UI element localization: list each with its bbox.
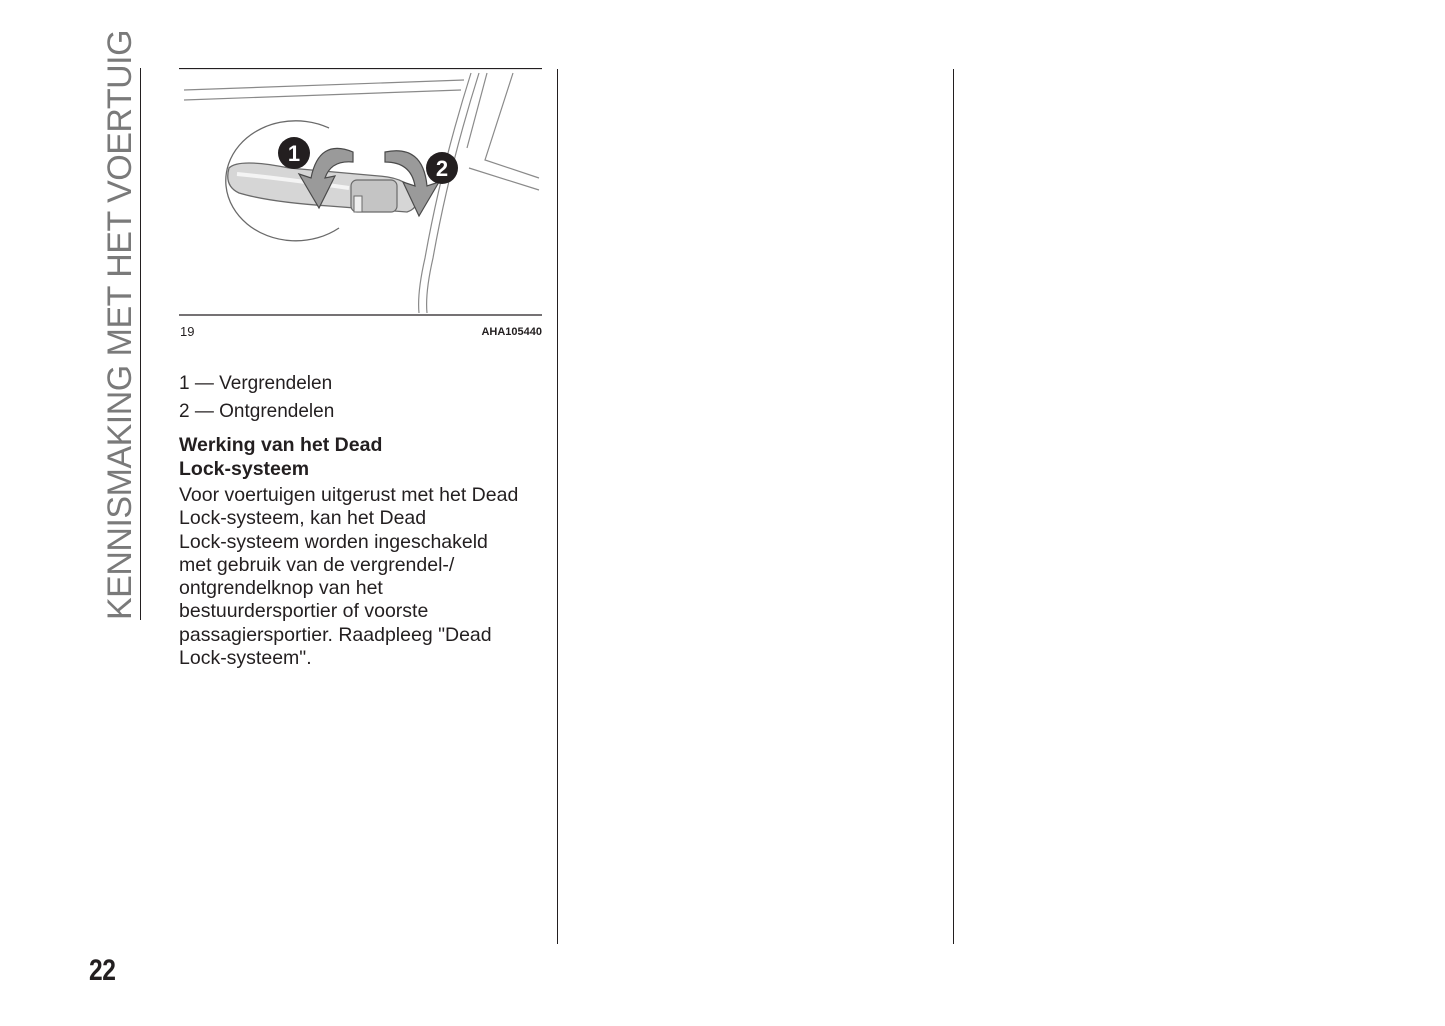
column-divider: [953, 69, 954, 944]
section-title-rule: [140, 68, 141, 620]
paragraph-line: ontgrendelknop van het: [179, 577, 383, 600]
heading-line: Werking van het Dead: [179, 434, 383, 456]
section-heading: [179, 433, 382, 481]
heading-line: Lock-systeem: [179, 458, 310, 480]
svg-text:2: 2: [435, 156, 449, 181]
section-title: KENNISMAKING MET HET VOERTUIG: [101, 29, 139, 620]
door-handle-illustration: [179, 68, 542, 316]
column-divider: [557, 69, 558, 944]
legend-item: 2 — Ontgrendelen: [179, 401, 335, 422]
svg-text:1: 1: [287, 141, 301, 166]
page-number: 22: [89, 954, 116, 987]
paragraph-line: passagiersportier. Raadpleeg "Dead: [179, 623, 492, 646]
paragraph-line: bestuurdersportier of voorste: [179, 600, 429, 623]
paragraph-line: met gebruik van de vergrendel-/: [179, 553, 455, 576]
legend-item: 1 — Vergrendelen: [179, 373, 333, 394]
figure-code: AHA105440: [481, 326, 542, 338]
figure-number: 19: [180, 324, 195, 339]
paragraph-line: Voor voertuigen uitgerust met het Dead: [179, 484, 519, 506]
figure-legend: [179, 370, 334, 426]
paragraph-line: Lock-systeem worden ingeschakeld: [179, 530, 488, 553]
paragraph-line: Lock-systeem, kan het Dead: [179, 507, 427, 530]
paragraph-line: Lock-systeem".: [179, 647, 312, 670]
figure-door-handle: [179, 68, 542, 316]
body-paragraph: [179, 484, 549, 670]
